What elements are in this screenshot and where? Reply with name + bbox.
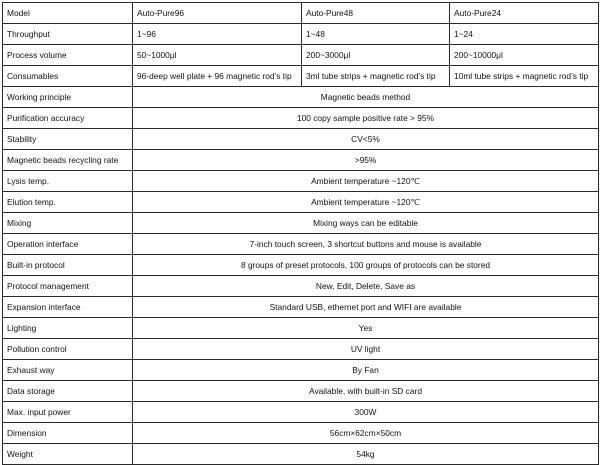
row-value: Standard USB, ethernet port and WIFI are available	[133, 297, 599, 318]
table-row	[3, 402, 599, 423]
table-row	[3, 192, 599, 213]
table-row	[3, 150, 599, 171]
row-label: Working principle	[3, 87, 133, 108]
table-row	[3, 444, 599, 465]
row-value: By Fan	[133, 360, 599, 381]
table-row	[3, 339, 599, 360]
row-value: 7-inch touch screen, 3 shortcut buttons and mouse is available	[133, 234, 599, 255]
row-value-model-2: 200~3000μl	[302, 45, 450, 66]
row-label: Process volume	[3, 45, 133, 66]
table-row	[3, 171, 599, 192]
row-value: 56cm×62cm×50cm	[133, 423, 599, 444]
row-value: >95%	[133, 150, 599, 171]
row-value: Available, with built-in SD card	[133, 381, 599, 402]
row-label: Pollution control	[3, 339, 133, 360]
row-label: Mixing	[3, 213, 133, 234]
table-row	[3, 45, 599, 66]
row-value-model-1: 96-deep well plate + 96 magnetic rod’s tip	[133, 66, 302, 87]
table-row	[3, 423, 599, 444]
table-row	[3, 297, 599, 318]
row-value: 54kg	[133, 444, 599, 465]
row-label: Operation interface	[3, 234, 133, 255]
row-label: Purification accuracy	[3, 108, 133, 129]
row-value: 300W	[133, 402, 599, 423]
row-label: Elution temp.	[3, 192, 133, 213]
row-value: CV<5%	[133, 129, 599, 150]
row-value-model-1: 50~1000μl	[133, 45, 302, 66]
row-label: Lighting	[3, 318, 133, 339]
table-row-model	[3, 3, 599, 24]
row-value-model-3: 10ml tube strips + magnetic rod’s tip	[450, 66, 599, 87]
row-label: Weight	[3, 444, 133, 465]
table-row	[3, 87, 599, 108]
row-label: Data storage	[3, 381, 133, 402]
row-value-model-2: 3ml tube strips + magnetic rod’s tip	[302, 66, 450, 87]
row-value: Magnetic beads method	[133, 87, 599, 108]
table-row	[3, 234, 599, 255]
row-label: Built-in protocol	[3, 255, 133, 276]
spec-table-body	[3, 3, 599, 465]
row-label: Magnetic beads recycling rate	[3, 150, 133, 171]
model-name-3: Auto-Pure24	[450, 3, 599, 24]
row-label: Dimension	[3, 423, 133, 444]
row-label: Throughput	[3, 24, 133, 45]
row-value-model-1: 1~96	[133, 24, 302, 45]
table-row	[3, 129, 599, 150]
table-row	[3, 381, 599, 402]
table-row	[3, 108, 599, 129]
row-value-model-3: 1~24	[450, 24, 599, 45]
table-row	[3, 66, 599, 87]
table-row	[3, 318, 599, 339]
row-label: Max. input power	[3, 402, 133, 423]
model-name-2: Auto-Pure48	[302, 3, 450, 24]
model-name-1: Auto-Pure96	[133, 3, 302, 24]
spec-table	[2, 2, 599, 465]
table-row	[3, 276, 599, 297]
row-label: Protocol management	[3, 276, 133, 297]
row-value-model-2: 1~48	[302, 24, 450, 45]
row-label: Lysis temp.	[3, 171, 133, 192]
row-value: Ambient temperature ~120℃	[133, 192, 599, 213]
table-row	[3, 24, 599, 45]
row-label: Stability	[3, 129, 133, 150]
row-label: Expansion interface	[3, 297, 133, 318]
row-value: New, Edit, Delete, Save as	[133, 276, 599, 297]
row-value: Ambient temperature ~120℃	[133, 171, 599, 192]
row-label: Consumables	[3, 66, 133, 87]
row-label: Model	[3, 3, 133, 24]
row-value: Yes	[133, 318, 599, 339]
row-value-model-3: 200~10000μl	[450, 45, 599, 66]
table-row	[3, 360, 599, 381]
row-value: 100 copy sample positive rate > 95%	[133, 108, 599, 129]
table-row	[3, 255, 599, 276]
row-value: 8 groups of preset protocols, 100 groups of protocols can be stored	[133, 255, 599, 276]
row-value: Mixing ways can be editable	[133, 213, 599, 234]
table-row	[3, 213, 599, 234]
row-value: UV light	[133, 339, 599, 360]
row-label: Exhaust way	[3, 360, 133, 381]
